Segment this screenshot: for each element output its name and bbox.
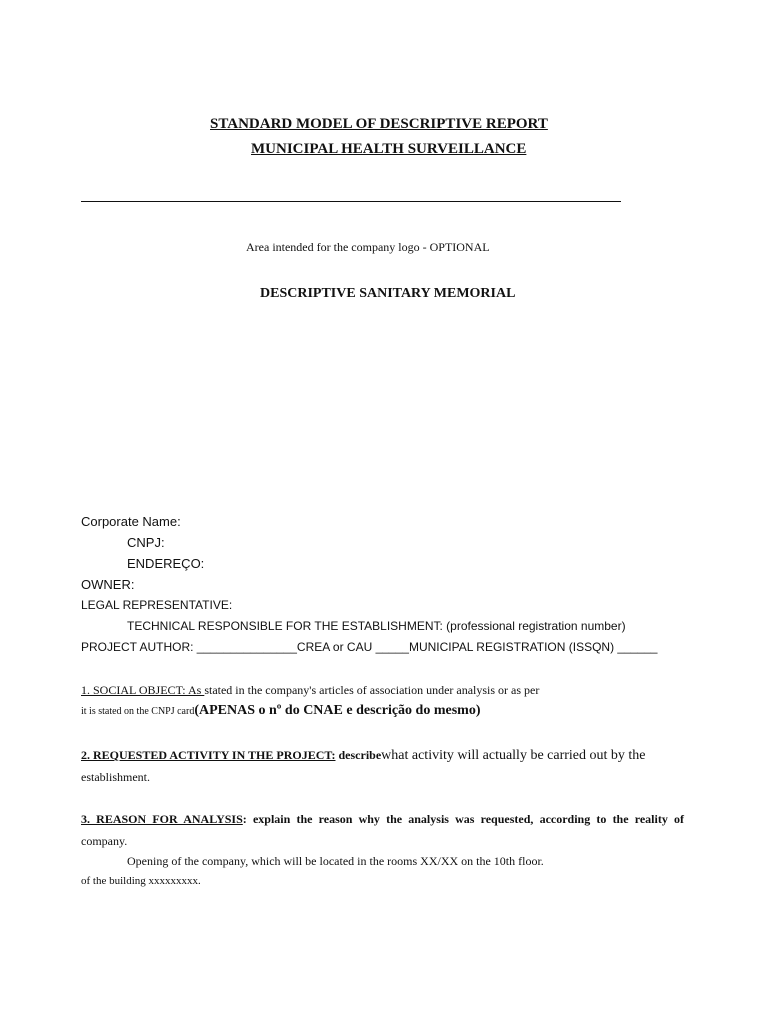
section-1-text: stated in the company's articles of association under analysis or as per	[204, 683, 540, 697]
section-1-paragraph	[81, 683, 539, 698]
section-3-bullet-item	[81, 854, 544, 869]
section-2-text: what activity will actually be carried out by the	[381, 748, 646, 763]
document-title: STANDARD MODEL OF DESCRIPTIVE REPORT	[210, 116, 548, 132]
header-divider	[81, 201, 621, 202]
section-2-line-2: establishment.	[81, 770, 150, 784]
section-3-colon: :	[242, 812, 247, 826]
section-3-paragraph	[81, 812, 684, 827]
section-2-describe: describe	[335, 748, 382, 762]
cnpj-label: CNPJ:	[127, 535, 165, 550]
section-3-heading: 3. REASON FOR ANALYSIS	[81, 812, 243, 826]
section-1-heading: 1. SOCIAL OBJECT: As	[81, 683, 205, 697]
section-1-cnae-note: (APENAS o nº do CNAE e descrição do mesmo)	[194, 703, 481, 718]
section-3-text: explain the reason why the analysis was requested, according to the reality of	[246, 812, 684, 826]
section-3-line-2: company.	[81, 834, 128, 848]
memorial-title: DESCRIPTIVE SANITARY MEMORIAL	[260, 286, 516, 301]
section-1-line-2	[81, 703, 481, 719]
section-2-heading: 2. REQUESTED ACTIVITY IN THE PROJECT:	[81, 748, 336, 762]
logo-area-note: Area intended for the company logo - OPTIONAL	[246, 240, 490, 254]
technical-responsible-label: TECHNICAL RESPONSIBLE FOR THE ESTABLISHMENT: (professional registration number)	[127, 619, 626, 633]
project-author-line: PROJECT AUTHOR: _______________CREA or CAU _____MUNICIPAL REGISTRATION (ISSQN) ______	[81, 640, 658, 654]
section-2-paragraph	[81, 748, 646, 764]
corporate-name-label: Corporate Name:	[81, 514, 181, 529]
address-label: ENDEREÇO:	[127, 556, 205, 571]
owner-label: OWNER:	[81, 577, 135, 592]
document-subtitle: MUNICIPAL HEALTH SURVEILLANCE	[251, 141, 527, 157]
section-3-line-4: of the building xxxxxxxxx.	[81, 875, 201, 887]
section-3-bullet-text: Opening of the company, which will be located in the rooms XX/XX on the 10th floor.	[127, 854, 544, 868]
legal-representative-label: LEGAL REPRESENTATIVE:	[81, 598, 233, 612]
section-1-cnpj-text: it is stated on the CNPJ card	[81, 706, 195, 717]
